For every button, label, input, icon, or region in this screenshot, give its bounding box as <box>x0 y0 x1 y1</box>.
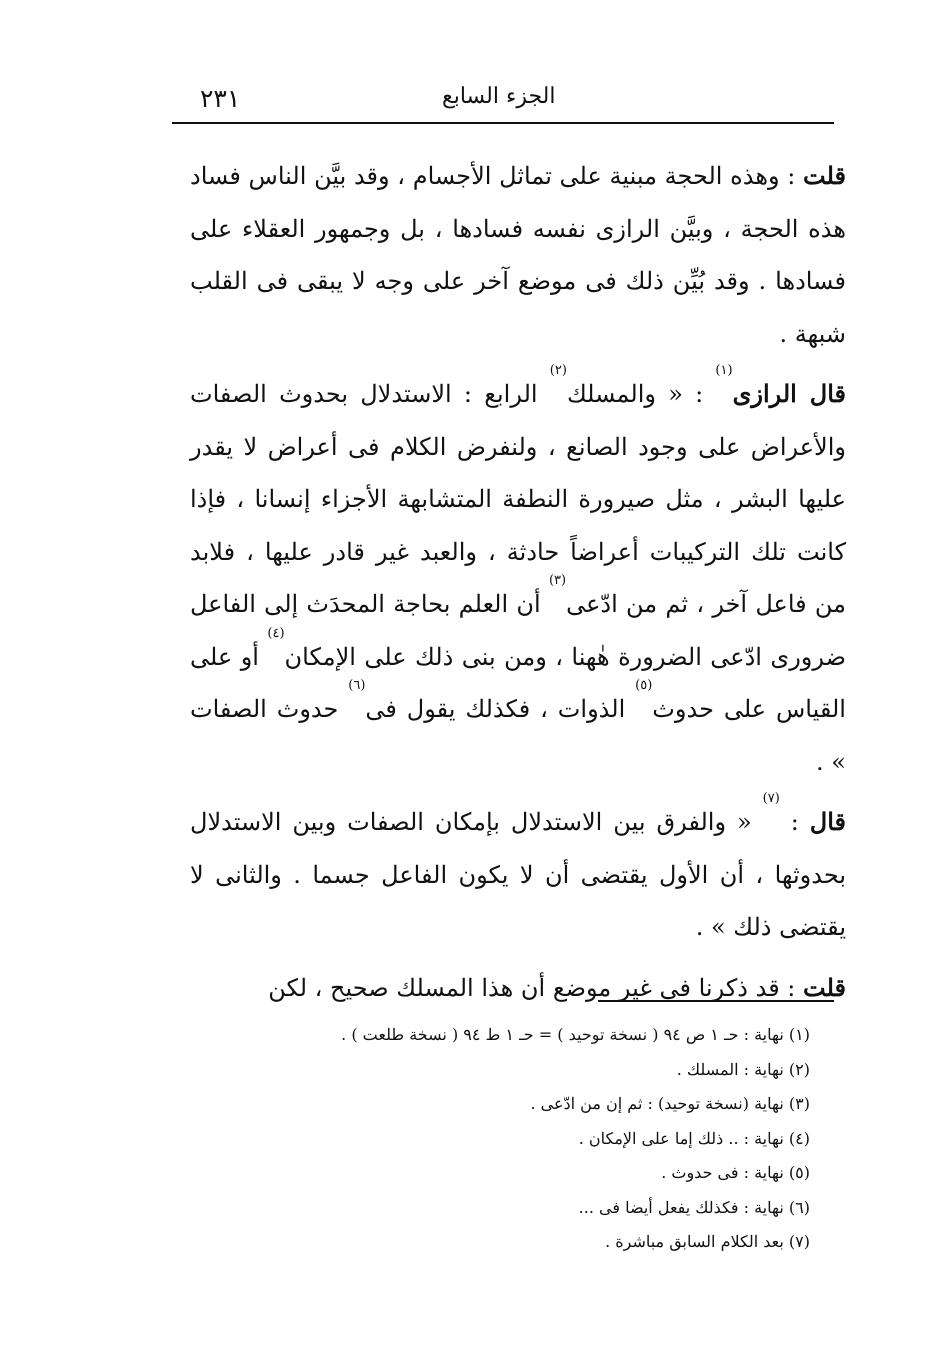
paragraph-3 <box>190 791 846 954</box>
paragraph-text: : « والمسلك <box>566 380 716 408</box>
page-number: ٢٣١ <box>200 84 241 113</box>
speaker-label: قلت <box>803 972 846 1002</box>
speaker-label: قلت <box>803 161 846 190</box>
header-rule <box>172 122 834 124</box>
main-text <box>190 150 846 1022</box>
speaker-label: قال <box>809 807 846 836</box>
running-title: الجزء السابع <box>442 84 556 109</box>
paragraph-4 <box>190 962 846 1015</box>
footnote-2: (٢) نهاية : المسلك . <box>676 1059 810 1079</box>
footnote-ref-2: (٢) <box>549 363 567 378</box>
paragraph-1 <box>190 150 846 360</box>
paragraph-text: الذوات ، فكذلك يقول فى <box>365 695 636 723</box>
footnote-1: (١) نهاية : حـ ١ ص ٩٤ ( نسخة توحيد ) = حـ ١ ط ٩٤ ( نسخة طلعت ) . <box>341 1025 810 1044</box>
footnote-7: (٧) بعد الكلام السابق مباشرة . <box>605 1232 810 1251</box>
footnote-3: (٣) نهاية (نسخة توحيد) : ثم إن من ادّعى . <box>530 1094 810 1113</box>
paragraph-text: : قد ذكرنا فى غير موضع أن هذا المسلك صحيح ، لكن <box>268 973 804 1002</box>
footnote-ref-1: (١) <box>715 363 733 378</box>
paragraph-text: حدوث الصفات » . <box>190 695 846 776</box>
footnote-ref-4: (٤) <box>267 625 285 641</box>
footnote-ref-3: (٣) <box>548 573 567 588</box>
footnote-ref-7: (٧) <box>762 791 780 806</box>
footnote-ref-6: (٦) <box>348 678 366 693</box>
paragraph-2 <box>190 363 847 788</box>
page-header <box>172 78 832 126</box>
paragraph-text: : وهذه الحجة مبنية على تماثل الأجسام ، وقد بيَّن الناس فساد هذه الحجة ، وبيَّن الرازى نفسه فسادها ، بل وجمهور العقلاء على فسادها . وقد بُيِّن ذلك فى موضع آخر على وجه لا يبقى فى القلب شبهة . <box>190 162 846 348</box>
footnote-6: (٦) نهاية : فكذلك يفعل أيضا فى ... <box>578 1197 810 1217</box>
paragraph-text: أو على القياس على حدوث <box>190 642 846 723</box>
paragraph-text: « والفرق بين الاستدلال بإمكان الصفات وبين الاستدلال بحدوثها ، أن الأول يقتضى أن لا يكون الفاعل جسما . والثانى لا يقتضى ذلك » . <box>190 808 846 941</box>
speaker-label: قال الرازى <box>732 379 847 408</box>
paragraph-text: الرابع : الاستدلال بحدوث الصفات والأعراض على وجود الصانع ، ولنفرض الكلام فى أعراض لا يقدر عليها البشر ، مثل صيرورة النطفة المتشابهة الأجزاء إنسانا ، فإذا كانت تلك التركيبات أعراضاً حادثة ، والعبد غير قادر عليها ، فلابد من فاعل آخر ، ثم من ادّعى <box>190 380 846 618</box>
footnote-4: (٤) نهاية : .. ذلك إما على الإمكان . <box>578 1128 810 1148</box>
footnote-ref-5: (٥) <box>635 678 653 693</box>
paragraph-text: أن العلم بحاجة المحدَث إلى الفاعل ضرورى ادّعى الضرورة هٰهنا ، ومن بنى ذلك على الإمكان <box>190 590 846 671</box>
footnote-rule <box>598 1000 834 1002</box>
paragraph-text: : <box>779 808 810 836</box>
footnotes <box>210 1018 810 1260</box>
footnote-5: (٥) نهاية : فى حدوث . <box>661 1163 810 1182</box>
